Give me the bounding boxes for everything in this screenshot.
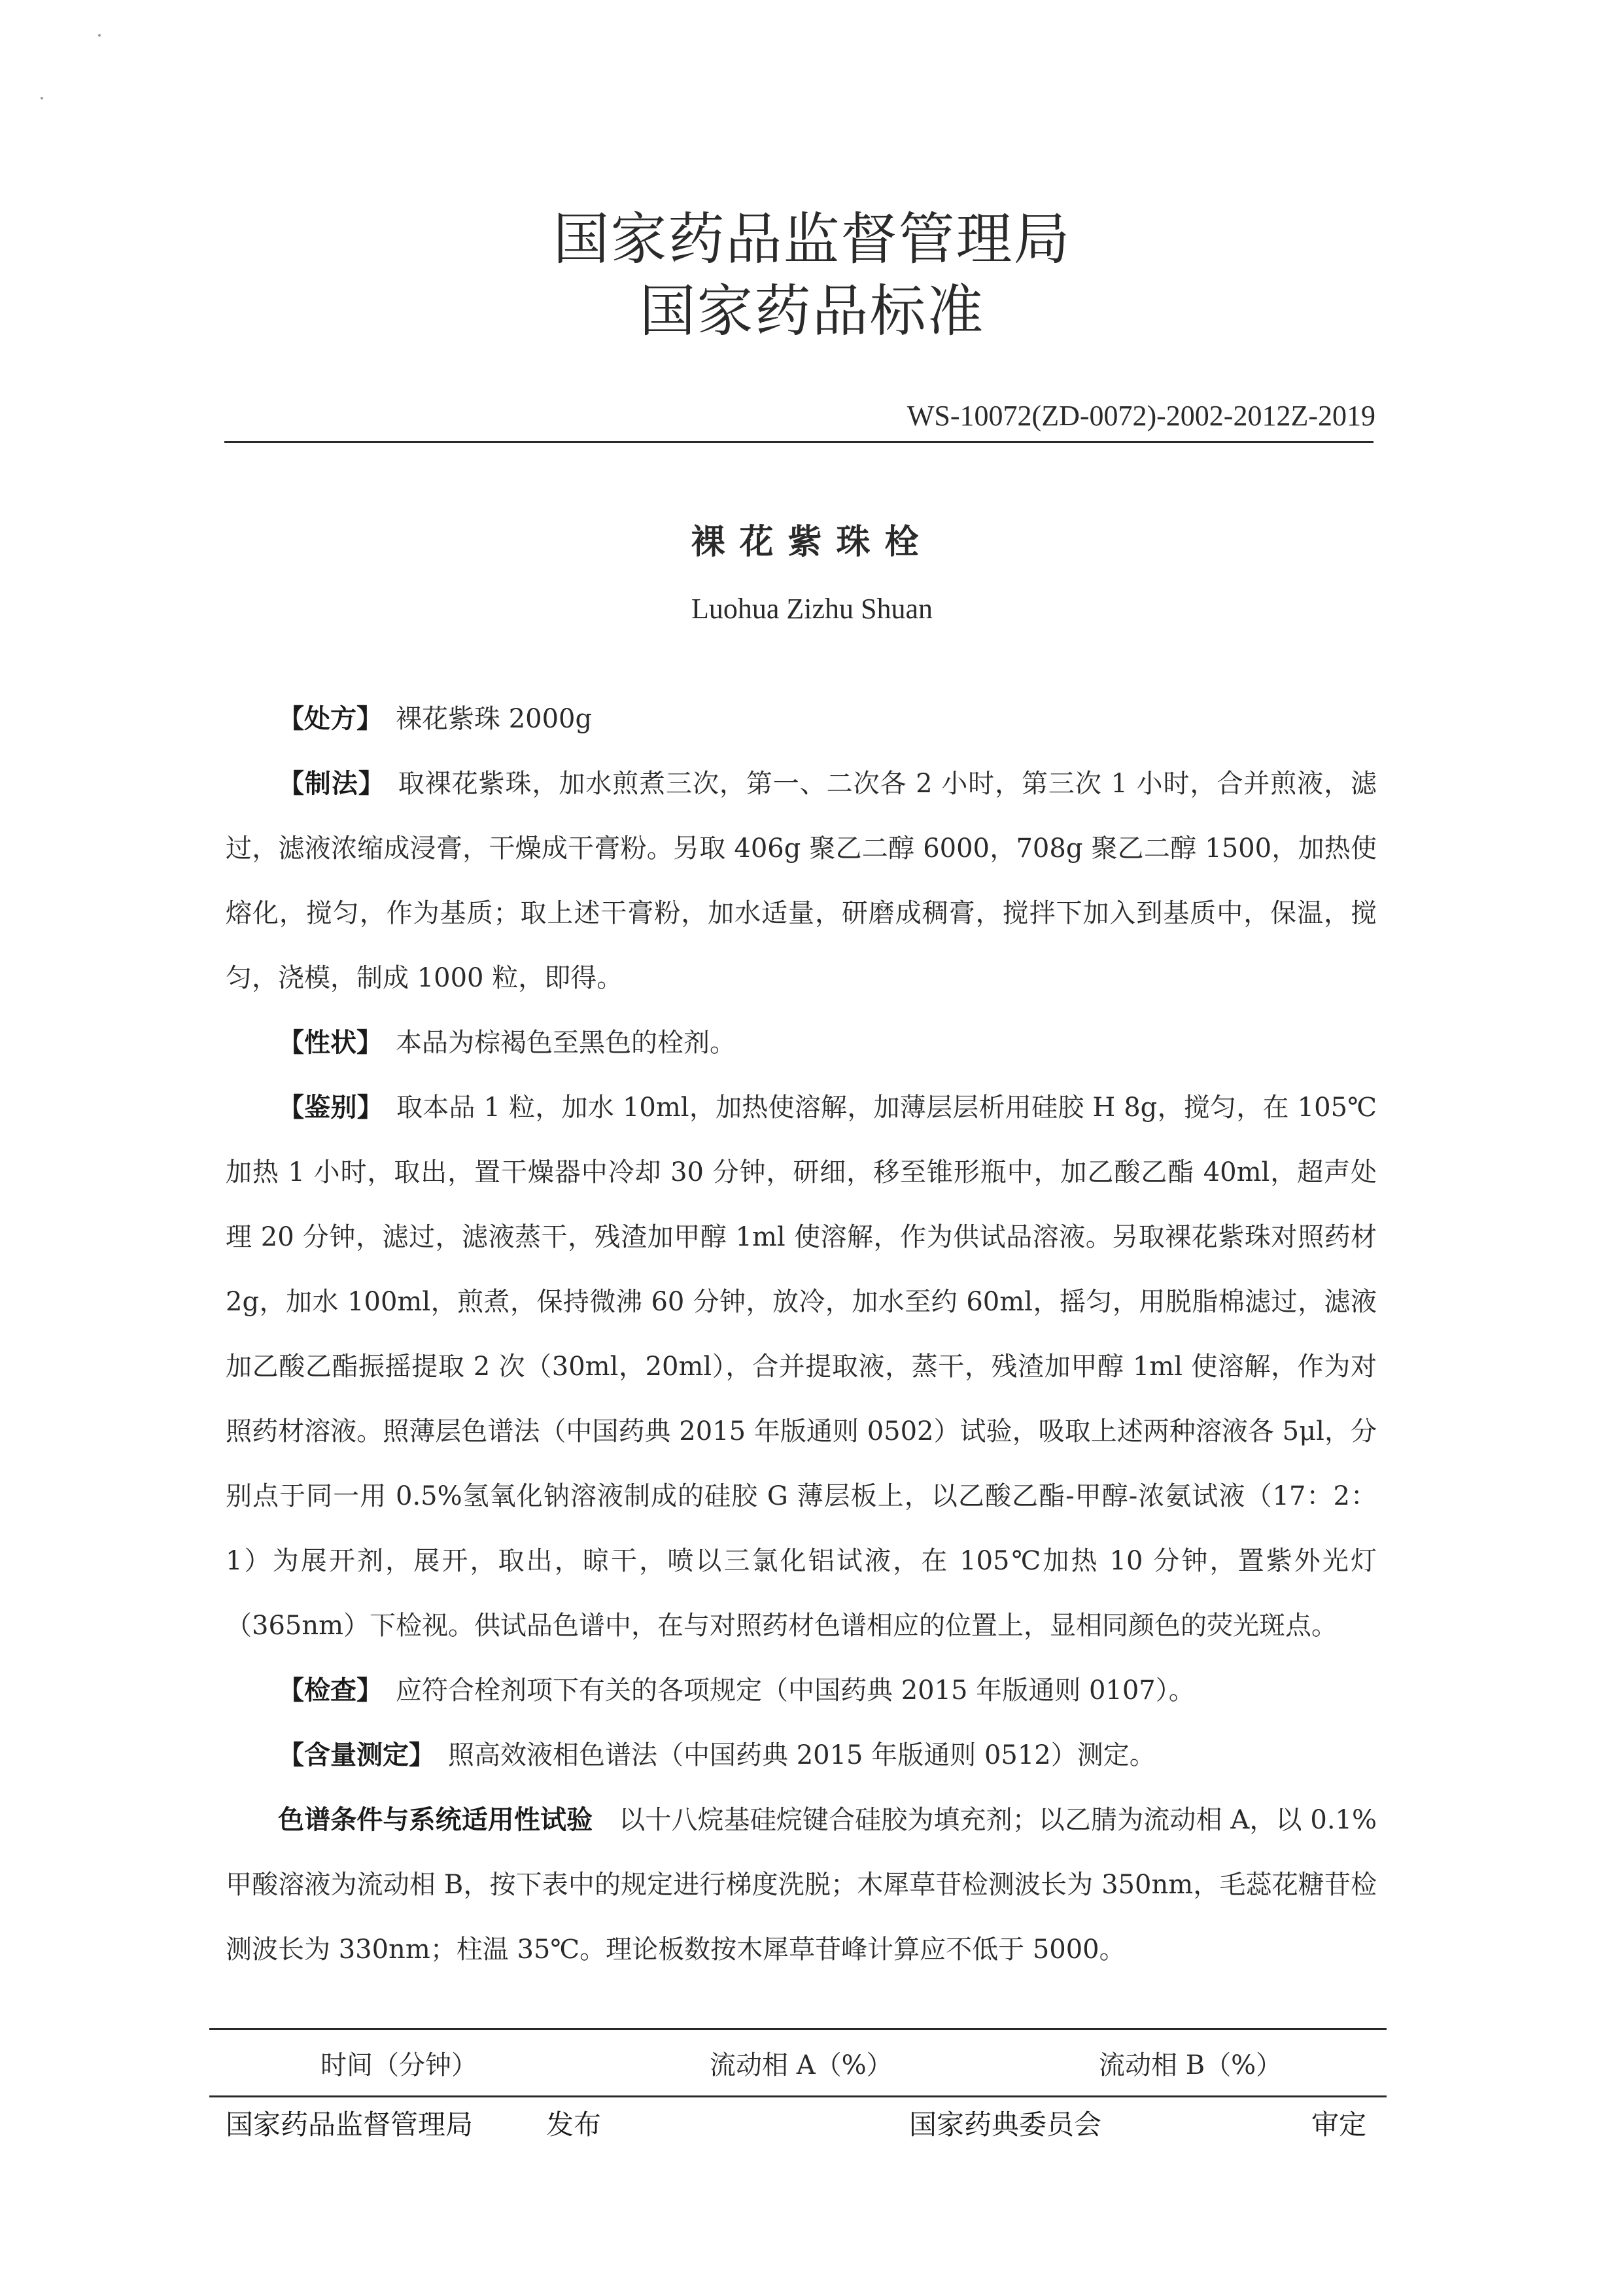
footer-approver: 国家药典委员会 <box>909 2109 1102 2141</box>
table-top-rule <box>209 2028 1387 2030</box>
section-description <box>226 1011 1377 1076</box>
footer-issuer: 国家药品监督管理局 <box>226 2109 474 2141</box>
section-identification <box>226 1076 1377 1658</box>
section-label: 【含量测定】 <box>278 1740 435 1770</box>
section-chromatography <box>226 1788 1377 1982</box>
section-text: 裸花紫珠 2000g <box>396 704 593 734</box>
page-footer <box>0 2103 1624 2149</box>
section-label: 色谱条件与系统适用性试验 <box>278 1805 593 1835</box>
section-label: 【检查】 <box>278 1675 383 1706</box>
table-header-rule <box>209 2095 1387 2097</box>
section-label: 【处方】 <box>278 704 383 734</box>
gradient-table-header <box>209 2044 1387 2090</box>
section-label: 【制法】 <box>278 769 385 799</box>
section-text: 取裸花紫珠，加水煎煮三次，第一、二次各 2 小时，第三次 1 小时，合并煎液，滤过，滤液浓缩成浸膏，干燥成干膏粉。另取 406g 聚乙二醇 6000，708g 聚乙二醇 1500，加热使熔化，搅匀，作为基质；取上述干膏粉，加水适量，研磨成稠膏，搅拌下加入到基质中，保温，搅匀，浇模，制成 1000 粒，即得。 <box>226 769 1377 993</box>
header-rule <box>224 441 1373 443</box>
footer-issue-label: 发布 <box>546 2109 602 2141</box>
section-label: 【性状】 <box>278 1028 383 1058</box>
section-text: 本品为棕褐色至黑色的栓剂。 <box>396 1028 736 1058</box>
section-prescription <box>226 687 1377 752</box>
standard-heading: 国家药品标准 <box>639 279 985 344</box>
drug-title-pinyin: Luohua Zizhu Shuan <box>691 593 933 625</box>
scan-speck <box>98 34 101 37</box>
standard-code: WS-10072(ZD-0072)-2002-2012Z-2019 <box>907 400 1375 432</box>
section-inspection <box>226 1658 1377 1723</box>
drug-title: 裸花紫珠栓 <box>691 522 933 562</box>
monograph-body <box>226 687 1377 1982</box>
table-header-cell: 时间（分钟） <box>320 2050 477 2080</box>
section-text: 以十八烷基硅烷键合硅胶为填充剂；以乙腈为流动相 A，以 0.1%甲酸溶液为流动相 B，按下表中的规定进行梯度洗脱；木犀草苷检测波长为 350nm，毛蕊花糖苷检测波长为 330nm；柱温 35℃。理论板数按木犀草苷峰计算应不低于 5000。 <box>226 1805 1377 1965</box>
agency-heading: 国家药品监督管理局 <box>553 207 1071 272</box>
table-header-cell: 流动相 B（%） <box>1099 2050 1283 2080</box>
table-header-cell: 流动相 A（%） <box>710 2050 893 2080</box>
section-preparation <box>226 752 1377 1011</box>
section-assay <box>226 1723 1377 1788</box>
section-text: 应符合栓剂项下有关的各项规定（中国药典 2015 年版通则 0107）。 <box>396 1675 1195 1706</box>
footer-approve-label: 审定 <box>1311 2109 1367 2141</box>
section-label: 【鉴别】 <box>278 1093 383 1123</box>
scan-speck <box>41 97 43 99</box>
section-text: 照高效液相色谱法（中国药典 2015 年版通则 0512）测定。 <box>448 1740 1156 1770</box>
section-text: 取本品 1 粒，加水 10ml，加热使溶解，加薄层层析用硅胶 H 8g，搅匀，在 105℃加热 1 小时，取出，置干燥器中冷却 30 分钟，研细，移至锥形瓶中，加乙酸乙酯 40ml，超声处理 20 分钟，滤过，滤液蒸干，残渣加甲醇 1ml 使溶解，作为供试品溶液。另取裸花紫珠对照药材 2g，加水 100ml，煎煮，保持微沸 60 分钟，放冷，加水至约 60ml，摇匀，用脱脂棉滤过，滤液加乙酸乙酯振摇提取 2 次（30ml，20ml），合并提取液，蒸干，残渣加甲醇 1ml 使溶解，作为对照药材溶液。照薄层色谱法（中国药典 2015 年版通则 0502）试验，吸取上述两种溶液各 5μl，分别点于同一用 0.5%氢氧化钠溶液制成的硅胶 G 薄层板上，以乙酸乙酯-甲醇-浓氨试液（17：2：1）为展开剂，展开，取出，晾干，喷以三氯化铝试液，在 105℃加热 10 分钟，置紫外光灯（365nm）下检视。供试品色谱中，在与对照药材色谱相应的位置上，显相同颜色的荧光斑点。 <box>226 1093 1377 1641</box>
